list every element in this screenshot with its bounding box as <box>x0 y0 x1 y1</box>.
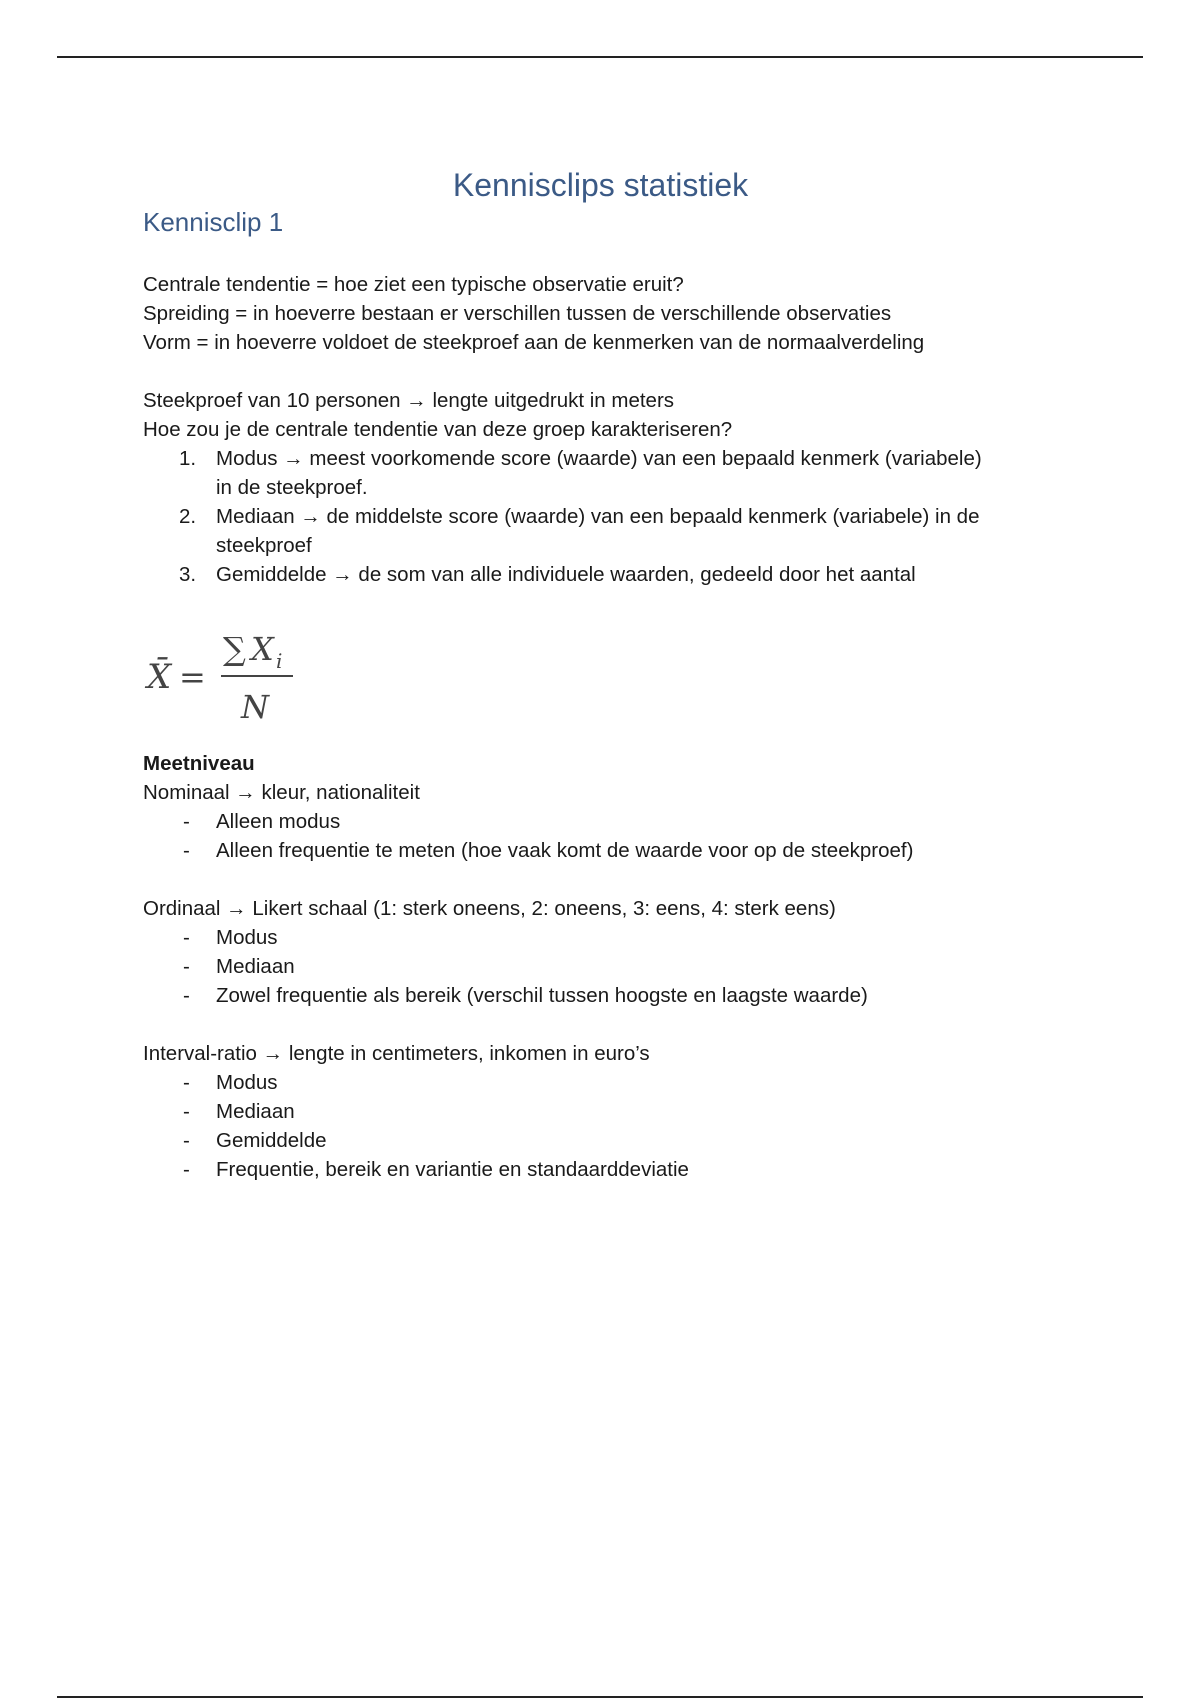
list-item-mediaan <box>143 502 1073 560</box>
ordinaal-intro: Ordinaal → Likert schaal (1: sterk oneens, 2: oneens, 3: eens, 4: sterk eens) <box>143 897 836 920</box>
list-item-text: Modus <box>216 926 278 949</box>
list-item-text: Gemiddelde <box>216 1129 327 1152</box>
list-item-gemiddelde <box>143 560 1073 589</box>
nominaal-intro: Nominaal → kleur, nationaliteit <box>143 781 420 804</box>
list-item-text: Mediaan <box>216 1100 295 1123</box>
paragraph-gap <box>143 357 1073 386</box>
list-item-text: Mediaan <box>216 955 295 978</box>
list-item-modus <box>143 444 1073 502</box>
list-item-text: Modus → meest voorkomende score (waarde) van een bepaald kenmerk (variabele) <box>216 447 982 470</box>
section-heading: Kennisclip 1 <box>143 207 284 237</box>
formula-lhs: X̄ <box>147 657 172 697</box>
formula-numerator-variable: X <box>251 630 274 668</box>
formula-sum-symbol: ∑ <box>223 630 246 668</box>
list-item <box>143 1097 1073 1126</box>
list-item-text: Alleen frequentie te meten (hoe vaak komt de waarde voor op de steekproef) <box>216 839 914 862</box>
list-number: 3. <box>179 563 197 586</box>
nominaal-list <box>143 807 1073 865</box>
list-item-text: Frequentie, bereik en variantie en standaarddeviatie <box>216 1158 689 1181</box>
list-item <box>143 981 1073 1010</box>
interval-ratio-intro: Interval-ratio → lengte in centimeters, inkomen in euro’s <box>143 1042 650 1065</box>
list-number: 2. <box>179 505 197 528</box>
list-item <box>143 836 1073 865</box>
footer-rule <box>57 1696 1143 1698</box>
document-body <box>143 270 1073 1184</box>
list-item-text: Mediaan → de middelste score (waarde) van een bepaald kenmerk (variabele) in de <box>216 505 980 528</box>
intro-line-centrale-tendentie: Centrale tendentie = hoe ziet een typische observatie eruit? <box>143 273 684 296</box>
mean-formula <box>143 589 1073 749</box>
paragraph-gap <box>143 1010 1073 1039</box>
paragraph-gap <box>143 865 1073 894</box>
dash-bullet: - <box>183 810 190 833</box>
meetniveau-heading: Meetniveau <box>143 752 255 775</box>
dash-bullet: - <box>183 955 190 978</box>
intro-line-vorm: Vorm = in hoeverre voldoet de steekproef aan de kenmerken van de normaalverdeling <box>143 331 925 354</box>
dash-bullet: - <box>183 926 190 949</box>
dash-bullet: - <box>183 1129 190 1152</box>
document-title: Kennisclips statistiek <box>452 167 749 203</box>
dash-bullet: - <box>183 1071 190 1094</box>
list-item-text: Zowel frequentie als bereik (verschil tussen hoogste en laagste waarde) <box>216 984 868 1007</box>
interval-ratio-list <box>143 1068 1073 1184</box>
list-item <box>143 807 1073 836</box>
formula-equals: = <box>179 658 206 696</box>
dash-bullet: - <box>183 1100 190 1123</box>
question-line: Hoe zou je de centrale tendentie van deze groep karakteriseren? <box>143 418 733 441</box>
dash-bullet: - <box>183 1158 190 1181</box>
intro-line-spreiding: Spreiding = in hoeverre bestaan er verschillen tussen de verschillende observaties <box>143 302 892 325</box>
central-tendency-list <box>143 444 1073 589</box>
list-number: 1. <box>179 447 197 470</box>
formula-numerator-subscript: i <box>276 649 283 673</box>
list-item <box>143 1068 1073 1097</box>
formula-denominator: N <box>241 688 269 726</box>
list-item-text: steekproef <box>216 534 312 557</box>
list-item <box>143 1126 1073 1155</box>
mean-formula-graphic <box>143 624 323 734</box>
list-item <box>143 923 1073 952</box>
list-item <box>143 952 1073 981</box>
list-item <box>143 1155 1073 1184</box>
dash-bullet: - <box>183 984 190 1007</box>
list-item-text: Modus <box>216 1071 278 1094</box>
header-rule <box>57 56 1143 58</box>
list-item-text: Alleen modus <box>216 810 341 833</box>
list-item-text: Gemiddelde → de som van alle individuele waarden, gedeeld door het aantal <box>216 563 916 586</box>
dash-bullet: - <box>183 839 190 862</box>
ordinaal-list <box>143 923 1073 1010</box>
sample-line: Steekproef van 10 personen → lengte uitgedrukt in meters <box>143 389 675 412</box>
list-item-text: in de steekproef. <box>216 476 368 499</box>
